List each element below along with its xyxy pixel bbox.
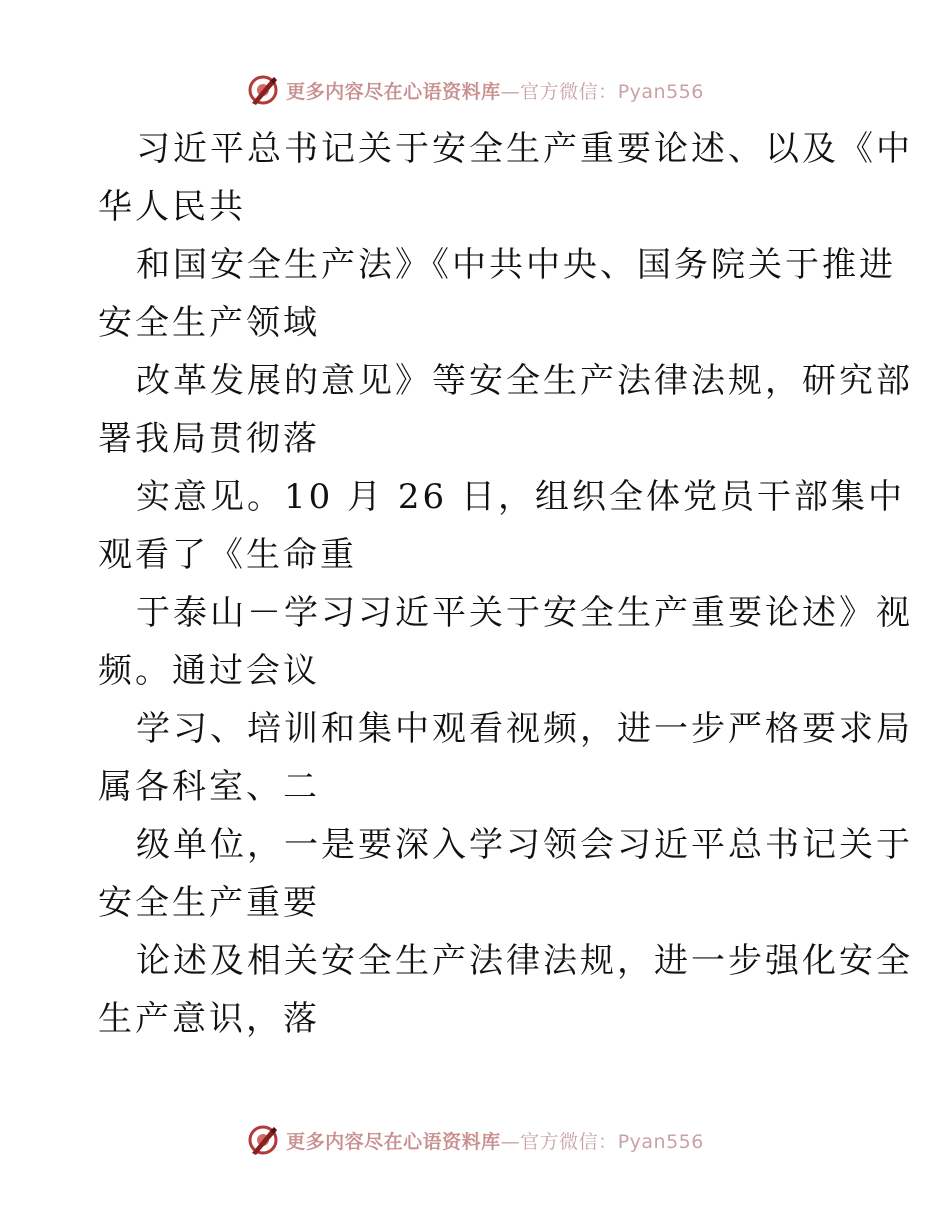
footer-watermark-banner bbox=[0, 1120, 950, 1160]
footer-separator: — bbox=[500, 1130, 521, 1153]
paragraph-line: 观看了《生命重 bbox=[98, 535, 357, 575]
paragraph-line: 生产意识，落 bbox=[98, 999, 320, 1039]
paragraph bbox=[98, 120, 913, 236]
paragraph-line: 论述及相关安全生产法律法规，进一步强化安全 bbox=[136, 941, 913, 981]
paragraph bbox=[98, 816, 913, 932]
paragraph bbox=[98, 468, 905, 584]
paragraph-line: 级单位，一是要深入学习领会习近平总书记关于 bbox=[136, 825, 913, 865]
footer-watermark-text bbox=[286, 1127, 704, 1154]
paragraph bbox=[98, 236, 896, 352]
header-separator: — bbox=[500, 80, 521, 103]
header-watermark-text bbox=[286, 77, 704, 104]
paragraph-line: 华人民共 bbox=[98, 187, 246, 227]
pen-logo-icon bbox=[246, 73, 280, 107]
paragraph-line: 和国安全生产法》《中共中央、国务院关于推进 bbox=[136, 245, 896, 285]
paragraph bbox=[98, 700, 913, 816]
header-watermark-banner bbox=[0, 70, 950, 110]
document-body bbox=[98, 120, 913, 1048]
paragraph bbox=[98, 932, 913, 1048]
paragraph-line: 于泰山－学习习近平关于安全生产重要论述》视 bbox=[136, 593, 913, 633]
paragraph-line: 实意见。10 月 26 日，组织全体党员干部集中 bbox=[136, 477, 905, 517]
header-wechat-id: Pyan556 bbox=[617, 80, 704, 103]
header-brand-text: 更多内容尽在心语资料库 bbox=[286, 80, 501, 103]
paragraph-line: 习近平总书记关于安全生产重要论述、以及《中 bbox=[136, 129, 913, 169]
footer-wechat-label: 官方微信： bbox=[520, 1130, 618, 1153]
paragraph-line: 属各科室、二 bbox=[98, 767, 320, 807]
paragraph bbox=[98, 352, 913, 468]
paragraph-line: 署我局贯彻落 bbox=[98, 419, 320, 459]
footer-wechat-id: Pyan556 bbox=[617, 1130, 704, 1153]
paragraph-line: 安全生产领域 bbox=[98, 303, 320, 343]
paragraph-line: 频。通过会议 bbox=[98, 651, 320, 691]
header-wechat-label: 官方微信： bbox=[520, 80, 618, 103]
paragraph-line: 改革发展的意见》等安全生产法律法规，研究部 bbox=[136, 361, 913, 401]
pen-logo-icon bbox=[246, 1123, 280, 1157]
footer-brand-text: 更多内容尽在心语资料库 bbox=[286, 1130, 501, 1153]
paragraph bbox=[98, 584, 913, 700]
paragraph-line: 学习、培训和集中观看视频，进一步严格要求局 bbox=[136, 709, 913, 749]
paragraph-line: 安全生产重要 bbox=[98, 883, 320, 923]
